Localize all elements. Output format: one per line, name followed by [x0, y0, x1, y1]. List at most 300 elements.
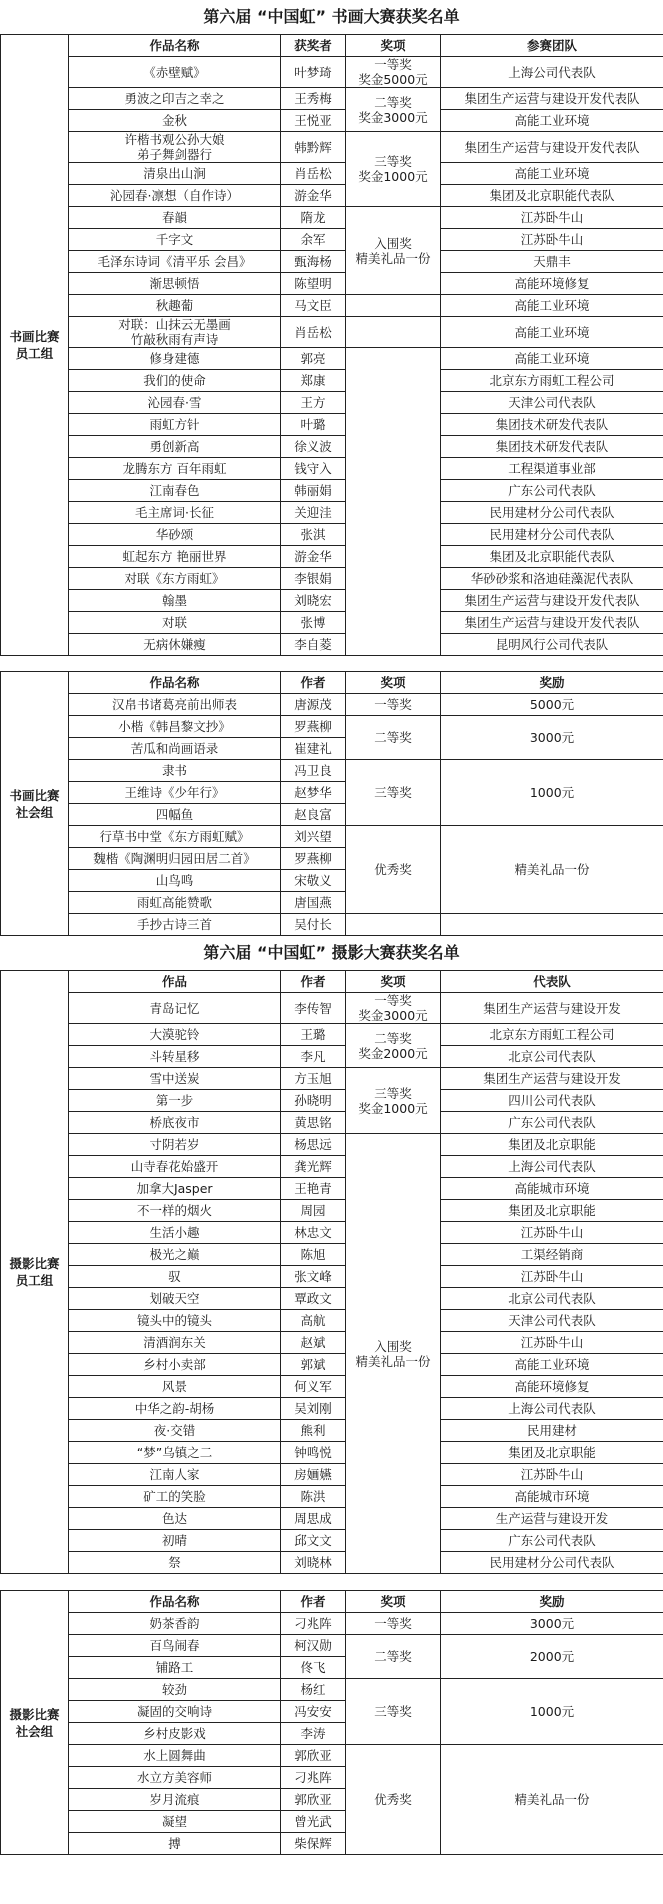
winner-name: 陈望明: [281, 273, 346, 295]
work-title: 毛主席词·长征: [69, 502, 281, 524]
work-title: 翰墨: [69, 590, 281, 612]
work-title: 对联: [69, 612, 281, 634]
winner-name: 周思成: [281, 1508, 346, 1530]
winner-name: 张博: [281, 612, 346, 634]
table-row: [1, 414, 663, 436]
winner-name: 王璐: [281, 1024, 346, 1046]
column-header: 作者: [281, 971, 346, 993]
work-title: 金秋: [69, 110, 281, 132]
team-name: 集团生产运营与建设开发代表队: [441, 612, 663, 634]
winner-name: 王方: [281, 392, 346, 414]
table-row: [1, 57, 663, 88]
team-name: 上海公司代表队: [441, 1156, 663, 1178]
work-title: “梦”乌镇之二: [69, 1442, 281, 1464]
work-title: 青岛记忆: [69, 993, 281, 1024]
group-label: 摄影比赛 社会组: [1, 1591, 69, 1855]
table-row: [1, 110, 663, 132]
winner-name: 叶璐: [281, 414, 346, 436]
winner-name: 熊利: [281, 1420, 346, 1442]
work-title: 乡村皮影戏: [69, 1723, 281, 1745]
work-title: 夜·交错: [69, 1420, 281, 1442]
work-title: 寸阴若岁: [69, 1134, 281, 1156]
award-level: 一等奖: [346, 1613, 441, 1635]
table-row: [1, 1134, 663, 1156]
team-name: 民用建材分公司代表队: [441, 524, 663, 546]
work-title: 雪中送炭: [69, 1068, 281, 1090]
team-name: 江苏卧牛山: [441, 1464, 663, 1486]
winner-name: 冯卫良: [281, 760, 346, 782]
work-title: 较劲: [69, 1679, 281, 1701]
table-row: [1, 914, 663, 936]
work-title: 清泉出山涧: [69, 163, 281, 185]
team-name: 广东公司代表队: [441, 1112, 663, 1134]
prize-value: 2000元: [441, 1635, 663, 1679]
table-row: [1, 480, 663, 502]
work-title: 风景: [69, 1376, 281, 1398]
winner-name: 陈洪: [281, 1486, 346, 1508]
table-row: [1, 1464, 663, 1486]
team-name: 集团生产运营与建设开发代表队: [441, 132, 663, 163]
table-row: [1, 295, 663, 317]
team-name: 集团生产运营与建设开发: [441, 1068, 663, 1090]
prize-value: 精美礼品一份: [441, 826, 663, 914]
column-header: 作品名称: [69, 35, 281, 57]
winner-name: 张文峰: [281, 1266, 346, 1288]
winner-name: 吴刘刚: [281, 1398, 346, 1420]
table-row: [1, 348, 663, 370]
work-title: 江南春色: [69, 480, 281, 502]
work-title: 桥底夜市: [69, 1112, 281, 1134]
prize-value: 3000元: [441, 1613, 663, 1635]
team-name: 集团及北京职能: [441, 1134, 663, 1156]
team-name: 高能工业环境: [441, 295, 663, 317]
table-header-row: [1, 672, 663, 694]
winner-name: 龚光辉: [281, 1156, 346, 1178]
work-title: 搏: [69, 1833, 281, 1855]
award-level: 三等奖 奖金1000元: [346, 132, 441, 207]
table-row: [1, 524, 663, 546]
award-table: [0, 970, 663, 1574]
table-row: [1, 1112, 663, 1134]
winner-name: 周园: [281, 1200, 346, 1222]
team-name: 集团及北京职能: [441, 1442, 663, 1464]
work-title: 我们的使命: [69, 370, 281, 392]
work-title: 小楷《韩昌黎文抄》: [69, 716, 281, 738]
winner-name: 柴保辉: [281, 1833, 346, 1855]
winner-name: 李涛: [281, 1723, 346, 1745]
winner-name: 孙晓明: [281, 1090, 346, 1112]
team-name: 集团生产运营与建设开发代表队: [441, 88, 663, 110]
work-title: 划破天空: [69, 1288, 281, 1310]
award-level: 优秀奖: [346, 1745, 441, 1855]
work-title: 清酒润东关: [69, 1332, 281, 1354]
winner-name: 韩黔辉: [281, 132, 346, 163]
award-level: 三等奖 奖金1000元: [346, 1068, 441, 1134]
work-title: 百鸟闹春: [69, 1635, 281, 1657]
work-title: 手抄古诗三首: [69, 914, 281, 936]
winner-name: 崔建礼: [281, 738, 346, 760]
team-name: 高能环境修复: [441, 1376, 663, 1398]
work-title: 许楷书观公孙大娘 弟子舞剑器行: [69, 132, 281, 163]
column-header: 奖项: [346, 1591, 441, 1613]
winner-name: 刘晓宏: [281, 590, 346, 612]
work-title: 雨虹方针: [69, 414, 281, 436]
table-row: [1, 1354, 663, 1376]
table-header-row: [1, 1591, 663, 1613]
work-title: 水上圆舞曲: [69, 1745, 281, 1767]
winner-name: 叶梦琦: [281, 57, 346, 88]
work-title: 四幅鱼: [69, 804, 281, 826]
team-name: 集团及北京职能代表队: [441, 546, 663, 568]
winner-name: 马文臣: [281, 295, 346, 317]
work-title: 不一样的烟火: [69, 1200, 281, 1222]
table-row: [1, 132, 663, 163]
team-name: 民用建材分公司代表队: [441, 1552, 663, 1574]
table-row: [1, 273, 663, 295]
team-name: 工渠经销商: [441, 1244, 663, 1266]
winner-name: 郭欣亚: [281, 1789, 346, 1811]
award-table: [0, 671, 663, 936]
award-level: [346, 317, 441, 348]
winner-name: 王秀梅: [281, 88, 346, 110]
winner-name: 杨思远: [281, 1134, 346, 1156]
winner-name: 刘兴望: [281, 826, 346, 848]
prize-value: 1000元: [441, 1679, 663, 1745]
table-row: [1, 163, 663, 185]
work-title: 凝固的交响诗: [69, 1701, 281, 1723]
team-name: 高能城市环境: [441, 1178, 663, 1200]
table-row: [1, 1288, 663, 1310]
work-title: 水立方美容师: [69, 1767, 281, 1789]
winner-name: 钟鸣悦: [281, 1442, 346, 1464]
work-title: 对联《东方雨虹》: [69, 568, 281, 590]
work-title: 大漠驼铃: [69, 1024, 281, 1046]
winner-name: 钱守入: [281, 458, 346, 480]
team-name: 江苏卧牛山: [441, 1266, 663, 1288]
winner-name: 佟飞: [281, 1657, 346, 1679]
table-row: [1, 392, 663, 414]
table-row: [1, 1679, 663, 1701]
table-row: [1, 1046, 663, 1068]
winner-name: 柯汉勋: [281, 1635, 346, 1657]
team-name: 华砂砂浆和洛迪硅藻泥代表队: [441, 568, 663, 590]
award-level: 二等奖 奖金2000元: [346, 1024, 441, 1068]
team-name: 民用建材分公司代表队: [441, 502, 663, 524]
winner-name: 郭斌: [281, 1354, 346, 1376]
table-row: [1, 1178, 663, 1200]
team-name: 江苏卧牛山: [441, 207, 663, 229]
table-row: [1, 590, 663, 612]
work-title: 《赤壁赋》: [69, 57, 281, 88]
team-name: 四川公司代表队: [441, 1090, 663, 1112]
table-row: [1, 568, 663, 590]
column-header: 作者: [281, 1591, 346, 1613]
column-header: 作品: [69, 971, 281, 993]
award-level: [346, 914, 441, 936]
table-row: [1, 1442, 663, 1464]
team-name: 生产运营与建设开发: [441, 1508, 663, 1530]
winner-name: 高航: [281, 1310, 346, 1332]
winner-name: 李传智: [281, 993, 346, 1024]
work-title: 对联：山抹云无墨画 竹敲秋雨有声诗: [69, 317, 281, 348]
column-header: 作品名称: [69, 1591, 281, 1613]
team-name: 集团及北京职能代表队: [441, 185, 663, 207]
team-name: 民用建材: [441, 1420, 663, 1442]
work-title: 雨虹高能赞歌: [69, 892, 281, 914]
work-title: 沁园春·凛想（自作诗）: [69, 185, 281, 207]
winner-name: 赵梦华: [281, 782, 346, 804]
award-level: 入围奖 精美礼品一份: [346, 207, 441, 295]
winner-name: 游金华: [281, 185, 346, 207]
team-name: 天津公司代表队: [441, 392, 663, 414]
work-title: 修身建德: [69, 348, 281, 370]
work-title: 奶茶香韵: [69, 1613, 281, 1635]
winner-name: 宋敬义: [281, 870, 346, 892]
team-name: 上海公司代表队: [441, 57, 663, 88]
table-row: [1, 1398, 663, 1420]
table-row: [1, 1310, 663, 1332]
winner-name: 徐义波: [281, 436, 346, 458]
column-header: 作品名称: [69, 672, 281, 694]
work-title: 勇波之印吉之幸之: [69, 88, 281, 110]
team-name: 天津公司代表队: [441, 1310, 663, 1332]
team-name: 广东公司代表队: [441, 1530, 663, 1552]
work-title: 千字文: [69, 229, 281, 251]
team-name: 集团技术研发代表队: [441, 436, 663, 458]
award-level: 优秀奖: [346, 826, 441, 914]
work-title: 加拿大Jasper: [69, 1178, 281, 1200]
table-row: [1, 1486, 663, 1508]
work-title: 隶书: [69, 760, 281, 782]
prize-value: 3000元: [441, 716, 663, 760]
table-row: [1, 1552, 663, 1574]
work-title: 极光之巅: [69, 1244, 281, 1266]
work-title: 汉帛书诸葛亮前出师表: [69, 694, 281, 716]
team-name: 集团及北京职能: [441, 1200, 663, 1222]
winner-name: 杨红: [281, 1679, 346, 1701]
table-row: [1, 229, 663, 251]
work-title: 第一步: [69, 1090, 281, 1112]
team-name: 高能环境修复: [441, 273, 663, 295]
work-title: 勇创新高: [69, 436, 281, 458]
winner-name: 陈旭: [281, 1244, 346, 1266]
work-title: 行草书中堂《东方雨虹赋》: [69, 826, 281, 848]
table-row: [1, 993, 663, 1024]
winner-name: 黄思铭: [281, 1112, 346, 1134]
table-row: [1, 207, 663, 229]
table-row: [1, 634, 663, 656]
work-title: 苦瓜和尚画语录: [69, 738, 281, 760]
winner-name: 游金华: [281, 546, 346, 568]
winner-name: 肖岳松: [281, 317, 346, 348]
table-row: [1, 1200, 663, 1222]
winner-name: 肖岳松: [281, 163, 346, 185]
winner-name: 刘晓林: [281, 1552, 346, 1574]
award-level: 三等奖: [346, 1679, 441, 1745]
table-row: [1, 1068, 663, 1090]
work-title: 凝望: [69, 1811, 281, 1833]
table-row: [1, 1745, 663, 1767]
team-name: 高能工业环境: [441, 317, 663, 348]
work-title: 无病休嫌瘦: [69, 634, 281, 656]
table-row: [1, 826, 663, 848]
section-gap: [0, 656, 663, 671]
winner-name: 李凡: [281, 1046, 346, 1068]
winner-name: 郭亮: [281, 348, 346, 370]
prize-value: 精美礼品一份: [441, 1745, 663, 1855]
table-row: [1, 1332, 663, 1354]
table-row: [1, 1613, 663, 1635]
work-title: 山鸟鸣: [69, 870, 281, 892]
column-header: 获奖者: [281, 35, 346, 57]
winner-name: 唐源茂: [281, 694, 346, 716]
prize-value: [441, 914, 663, 936]
work-title: 山寺春花始盛开: [69, 1156, 281, 1178]
award-level: [346, 348, 441, 656]
work-title: 虹起东方 艳丽世界: [69, 546, 281, 568]
winner-name: 郑康: [281, 370, 346, 392]
table-row: [1, 458, 663, 480]
table-row: [1, 1508, 663, 1530]
work-title: 华砂颂: [69, 524, 281, 546]
award-level: 一等奖 奖金5000元: [346, 57, 441, 88]
winner-name: 郭欣亚: [281, 1745, 346, 1767]
column-header: 奖励: [441, 1591, 663, 1613]
winner-name: 刁兆阵: [281, 1767, 346, 1789]
work-title: 魏楷《陶渊明归园田居二首》: [69, 848, 281, 870]
winner-name: 张淇: [281, 524, 346, 546]
team-name: 高能工业环境: [441, 110, 663, 132]
winner-name: 赵斌: [281, 1332, 346, 1354]
team-name: 集团生产运营与建设开发: [441, 993, 663, 1024]
winner-name: 曾光武: [281, 1811, 346, 1833]
work-title: 祭: [69, 1552, 281, 1574]
work-title: 秋趣葡: [69, 295, 281, 317]
table-row: [1, 1376, 663, 1398]
group-label: 摄影比赛 员工组: [1, 971, 69, 1574]
table-row: [1, 716, 663, 738]
work-title: 初晴: [69, 1530, 281, 1552]
table-row: [1, 370, 663, 392]
prize-value: 5000元: [441, 694, 663, 716]
table-row: [1, 88, 663, 110]
winner-name: 王悦亚: [281, 110, 346, 132]
table-row: [1, 1420, 663, 1442]
work-title: 生活小趣: [69, 1222, 281, 1244]
winner-name: 唐国燕: [281, 892, 346, 914]
table-row: [1, 1266, 663, 1288]
winner-name: 林忠文: [281, 1222, 346, 1244]
winner-name: 隋龙: [281, 207, 346, 229]
column-header: 奖项: [346, 971, 441, 993]
team-name: 高能工业环境: [441, 1354, 663, 1376]
team-name: 工程渠道事业部: [441, 458, 663, 480]
team-name: 上海公司代表队: [441, 1398, 663, 1420]
winner-name: 关迎洼: [281, 502, 346, 524]
winner-name: 李自菱: [281, 634, 346, 656]
work-title: 沁园春·雪: [69, 392, 281, 414]
table-row: [1, 185, 663, 207]
winner-name: 覃政文: [281, 1288, 346, 1310]
work-title: 王维诗《少年行》: [69, 782, 281, 804]
winner-name: 赵良富: [281, 804, 346, 826]
award-table: [0, 1590, 663, 1855]
team-name: 北京东方雨虹工程公司: [441, 370, 663, 392]
winner-name: 冯安安: [281, 1701, 346, 1723]
table-row: [1, 1635, 663, 1657]
prize-value: 1000元: [441, 760, 663, 826]
table-header-row: [1, 35, 663, 57]
work-title: 镜头中的镜头: [69, 1310, 281, 1332]
team-name: 北京公司代表队: [441, 1288, 663, 1310]
work-title: 铺路工: [69, 1657, 281, 1679]
table-row: [1, 694, 663, 716]
section-gap: [0, 1574, 663, 1590]
team-name: 江苏卧牛山: [441, 1222, 663, 1244]
winner-name: 罗燕柳: [281, 848, 346, 870]
table-row: [1, 251, 663, 273]
column-header: 参赛团队: [441, 35, 663, 57]
work-title: 江南人家: [69, 1464, 281, 1486]
team-name: 江苏卧牛山: [441, 229, 663, 251]
winner-name: 余军: [281, 229, 346, 251]
team-name: 昆明风行公司代表队: [441, 634, 663, 656]
table-row: [1, 1244, 663, 1266]
winner-name: 韩丽娟: [281, 480, 346, 502]
table-row: [1, 436, 663, 458]
document-title: 第六届 “中国虹” 书画大赛获奖名单: [203, 7, 460, 26]
team-name: 集团技术研发代表队: [441, 414, 663, 436]
table-row: [1, 502, 663, 524]
table-row: [1, 1090, 663, 1112]
work-title: 渐思顿悟: [69, 273, 281, 295]
work-title: 中华之韵-胡杨: [69, 1398, 281, 1420]
winner-name: 何义军: [281, 1376, 346, 1398]
team-name: 集团生产运营与建设开发代表队: [441, 590, 663, 612]
table-row: [1, 317, 663, 348]
team-name: 高能工业环境: [441, 163, 663, 185]
work-title: 驭: [69, 1266, 281, 1288]
team-name: 高能城市环境: [441, 1486, 663, 1508]
work-title: 毛泽东诗词《清平乐 会昌》: [69, 251, 281, 273]
award-level: [346, 295, 441, 317]
table-row: [1, 1222, 663, 1244]
award-table: [0, 34, 663, 656]
work-title: 矿工的笑脸: [69, 1486, 281, 1508]
award-level: 三等奖: [346, 760, 441, 826]
award-level: 一等奖: [346, 694, 441, 716]
winner-name: 吴付长: [281, 914, 346, 936]
winner-name: 甄海杨: [281, 251, 346, 273]
table-row: [1, 1156, 663, 1178]
work-title: 斗转星移: [69, 1046, 281, 1068]
column-header: 奖项: [346, 672, 441, 694]
winner-name: 邱文文: [281, 1530, 346, 1552]
award-level: 二等奖: [346, 716, 441, 760]
column-header: 作者: [281, 672, 346, 694]
award-level: 二等奖: [346, 1635, 441, 1679]
group-label: 书画比赛 社会组: [1, 672, 69, 936]
winner-name: 方玉旭: [281, 1068, 346, 1090]
award-level: 一等奖 奖金3000元: [346, 993, 441, 1024]
table-header-row: [1, 971, 663, 993]
winner-name: 李银娟: [281, 568, 346, 590]
table-row: [1, 546, 663, 568]
winner-name: 罗燕柳: [281, 716, 346, 738]
team-name: 天鼎丰: [441, 251, 663, 273]
table-row: [1, 1024, 663, 1046]
work-title: 乡村小卖部: [69, 1354, 281, 1376]
